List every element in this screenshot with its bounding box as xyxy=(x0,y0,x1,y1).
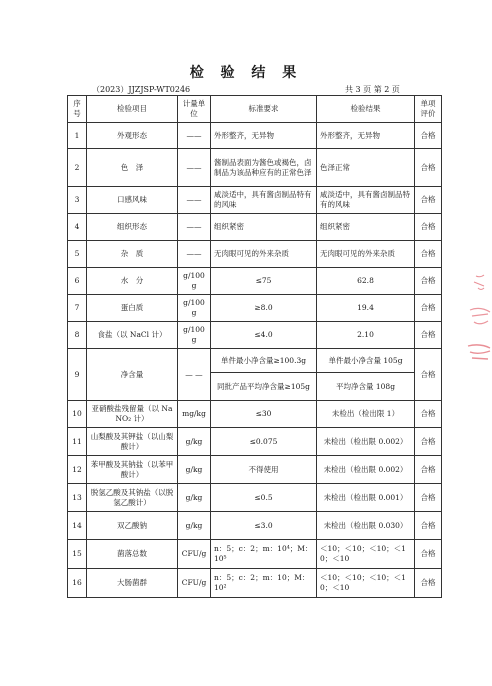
row-no: 2 xyxy=(68,149,87,187)
row-evaluation: 合格 xyxy=(415,214,442,241)
row-item: 蛋白质 xyxy=(87,295,178,322)
row-result: 62.8 xyxy=(317,268,415,295)
table-row xyxy=(68,569,442,598)
row-result: 未检出（检出限 0.002） xyxy=(317,456,415,484)
row-evaluation: 合格 xyxy=(415,540,442,569)
row-result: 19.4 xyxy=(317,295,415,322)
row-no: 15 xyxy=(68,540,87,569)
table-header-row xyxy=(68,96,442,123)
table-row xyxy=(68,268,442,295)
row-evaluation: 合格 xyxy=(415,428,442,456)
row-no: 7 xyxy=(68,295,87,322)
table-row xyxy=(68,349,442,373)
page-info: 共 3 页 第 2 页 xyxy=(345,85,400,94)
row-no: 4 xyxy=(68,214,87,241)
row-requirement: 咸淡适中，具有酱卤制品特有的风味 xyxy=(211,187,317,214)
row-no: 11 xyxy=(68,428,87,456)
row-no: 5 xyxy=(68,241,87,268)
row-evaluation: 合格 xyxy=(415,187,442,214)
row-requirement: ≤0.5 xyxy=(211,484,317,512)
row-unit: g/100g xyxy=(178,295,211,322)
row-result: 未检出（检出限 1） xyxy=(317,401,415,428)
row-requirement: 组织紧密 xyxy=(211,214,317,241)
table-row xyxy=(68,295,442,322)
row-no: 1 xyxy=(68,123,87,149)
row-evaluation: 合格 xyxy=(415,268,442,295)
row-result: 组织紧密 xyxy=(317,214,415,241)
row-unit: — — xyxy=(178,349,211,401)
row-item: 食盐（以 NaCl 计） xyxy=(87,322,178,349)
row-item: 亚硝酸盐残留量（以 NaNO₂ 计） xyxy=(87,401,178,428)
row-requirement: ≤0.075 xyxy=(211,428,317,456)
header-item: 检验项目 xyxy=(87,96,178,123)
row-no: 3 xyxy=(68,187,87,214)
row-result: 2.10 xyxy=(317,322,415,349)
row-no: 9 xyxy=(68,349,87,401)
row-result: 外形整齐，无异物 xyxy=(317,123,415,149)
row-result: 无肉眼可见的外来杂质 xyxy=(317,241,415,268)
row-result: 咸淡适中，具有酱卤制品特有的风味 xyxy=(317,187,415,214)
header-evaluation: 单项评价 xyxy=(415,96,442,123)
row-requirement: ≤3.0 xyxy=(211,512,317,540)
row-item: 口感风味 xyxy=(87,187,178,214)
table-row xyxy=(68,456,442,484)
table-row xyxy=(68,187,442,214)
row-no: 8 xyxy=(68,322,87,349)
row-result: 未检出（检出限 0.030） xyxy=(317,512,415,540)
row-unit: mg/kg xyxy=(178,401,211,428)
row-evaluation: 合格 xyxy=(415,322,442,349)
row-requirement: 单件最小净含量≥100.3g xyxy=(211,349,317,373)
table-row xyxy=(68,428,442,456)
row-result: 色泽正常 xyxy=(317,149,415,187)
row-requirement: ≤75 xyxy=(211,268,317,295)
row-evaluation: 合格 xyxy=(415,456,442,484)
table-row xyxy=(68,322,442,349)
row-unit: g/100g xyxy=(178,268,211,295)
row-evaluation: 合格 xyxy=(415,512,442,540)
table-row xyxy=(68,241,442,268)
row-item: 脱氢乙酸及其钠盐（以脱氢乙酸计） xyxy=(87,484,178,512)
header-no: 序号 xyxy=(68,96,87,123)
table-row xyxy=(68,484,442,512)
table-row xyxy=(68,149,442,187)
page-title: 检 验 结 果 xyxy=(189,65,303,81)
row-item: 外观形态 xyxy=(87,123,178,149)
row-result: ＜10；＜10；＜10；＜10；＜10 xyxy=(317,569,415,598)
header-result: 检验结果 xyxy=(317,96,415,123)
row-unit: g/kg xyxy=(178,512,211,540)
row-requirement: ≥8.0 xyxy=(211,295,317,322)
row-requirement: ≤4.0 xyxy=(211,322,317,349)
row-evaluation: 合格 xyxy=(415,123,442,149)
row-result: 单件最小净含量 105g xyxy=(317,349,415,373)
table-row xyxy=(68,123,442,149)
row-requirement: 外形整齐，无异物 xyxy=(211,123,317,149)
row-unit: —— xyxy=(178,241,211,268)
row-evaluation: 合格 xyxy=(415,295,442,322)
row-evaluation: 合格 xyxy=(415,401,442,428)
row-unit: —— xyxy=(178,214,211,241)
row-unit: —— xyxy=(178,149,211,187)
row-requirement: n：5；c：2；m：10⁴；M：10⁵ xyxy=(211,540,317,569)
row-unit: g/kg xyxy=(178,456,211,484)
row-no: 6 xyxy=(68,268,87,295)
row-unit: —— xyxy=(178,187,211,214)
row-item: 色 泽 xyxy=(87,149,178,187)
row-no: 14 xyxy=(68,512,87,540)
table-row xyxy=(68,512,442,540)
row-item: 水 分 xyxy=(87,268,178,295)
row-unit: —— xyxy=(178,123,211,149)
row-evaluation: 合格 xyxy=(415,484,442,512)
row-result: ＜10；＜10；＜10；＜10；＜10 xyxy=(317,540,415,569)
row-requirement: 无肉眼可见的外来杂质 xyxy=(211,241,317,268)
row-item: 山梨酸及其钾盐（以山梨酸计） xyxy=(87,428,178,456)
row-result: 未检出（检出限 0.001） xyxy=(317,484,415,512)
table-row xyxy=(68,214,442,241)
row-unit: g/100g xyxy=(178,322,211,349)
row-evaluation: 合格 xyxy=(415,241,442,268)
row-no: 12 xyxy=(68,456,87,484)
row-result-2: 平均净含量 108g xyxy=(317,373,415,401)
row-requirement: ≤30 xyxy=(211,401,317,428)
row-item: 双乙酸钠 xyxy=(87,512,178,540)
row-item: 组织形态 xyxy=(87,214,178,241)
table-row xyxy=(68,401,442,428)
row-result: 未检出（检出限 0.002） xyxy=(317,428,415,456)
row-unit: CFU/g xyxy=(178,569,211,598)
row-evaluation: 合格 xyxy=(415,149,442,187)
row-requirement-2: 同批产品平均净含量≥105g xyxy=(211,373,317,401)
row-unit: g/kg xyxy=(178,428,211,456)
row-requirement: n：5；c：2；m：10；M：10² xyxy=(211,569,317,598)
header-requirement: 标准要求 xyxy=(211,96,317,123)
row-item: 菌落总数 xyxy=(87,540,178,569)
report-number: （2023）JJZJSP-WT0246 xyxy=(92,85,191,94)
row-item: 苯甲酸及其钠盐（以苯甲酸计） xyxy=(87,456,178,484)
row-requirement: 酱制品表面为酱色或褐色，卤制品为该品种应有的正常色泽 xyxy=(211,149,317,187)
row-no: 13 xyxy=(68,484,87,512)
row-no: 16 xyxy=(68,569,87,598)
results-table xyxy=(67,95,442,598)
row-item: 净含量 xyxy=(87,349,178,401)
row-item: 大肠菌群 xyxy=(87,569,178,598)
row-no: 10 xyxy=(68,401,87,428)
row-evaluation: 合格 xyxy=(415,349,442,401)
row-unit: CFU/g xyxy=(178,540,211,569)
table-row xyxy=(68,540,442,569)
seal-stamp-fragment xyxy=(456,268,492,378)
row-unit: g/kg xyxy=(178,484,211,512)
row-item: 杂 质 xyxy=(87,241,178,268)
row-evaluation: 合格 xyxy=(415,569,442,598)
row-requirement: 不得使用 xyxy=(211,456,317,484)
header-unit: 计量单位 xyxy=(178,96,211,123)
